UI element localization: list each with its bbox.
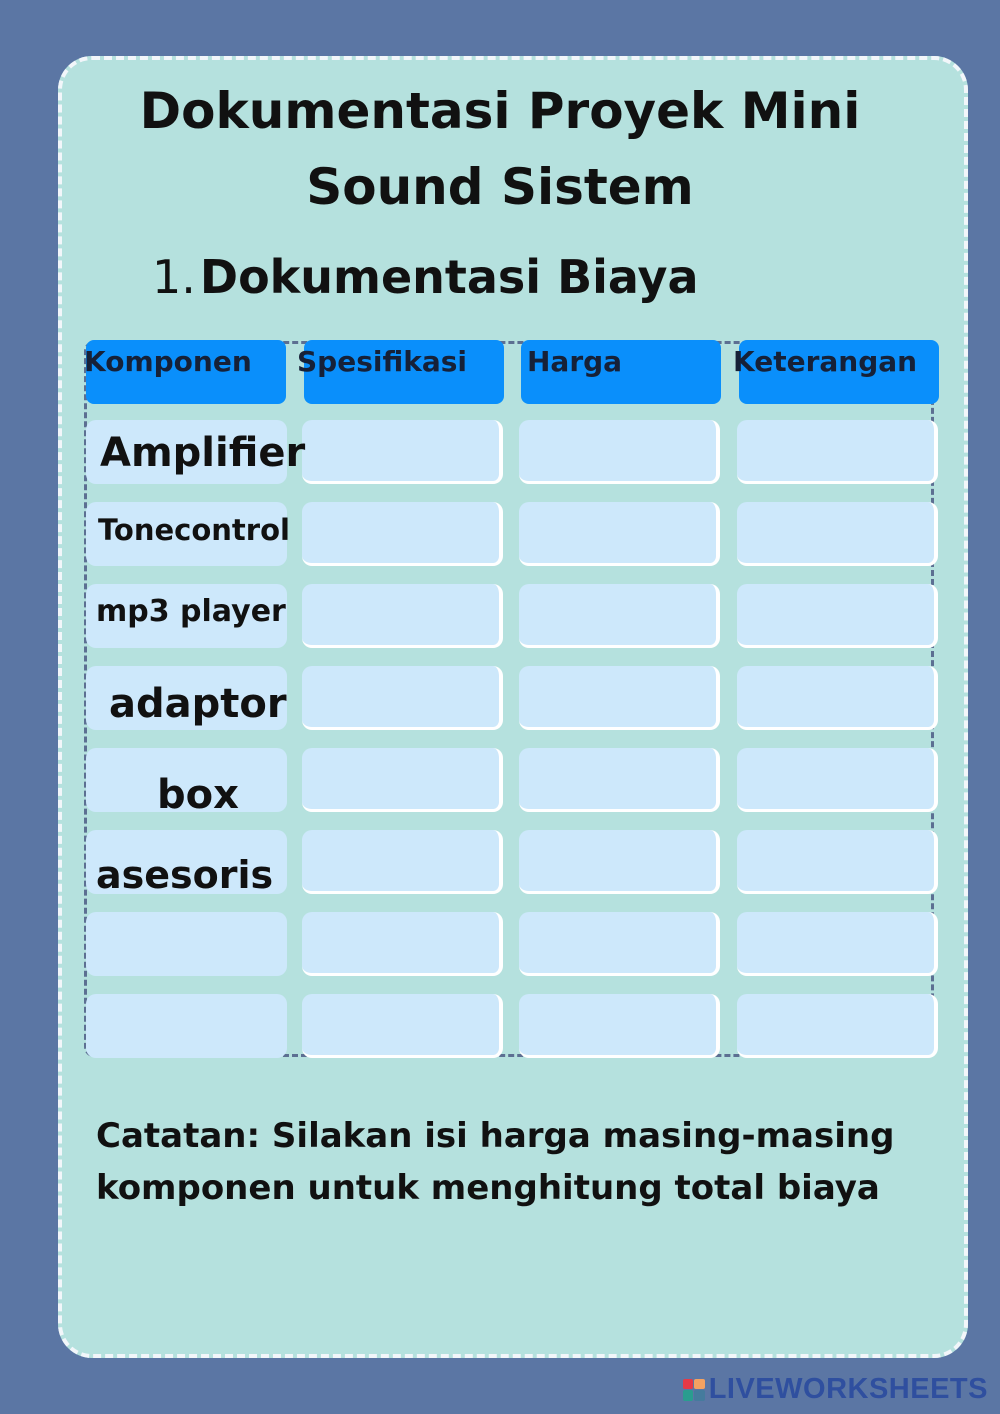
note-text — [96, 1110, 916, 1214]
header-label-spesifikasi: Spesifikasi — [297, 345, 467, 378]
input-cell-spesifikasi[interactable] — [302, 830, 503, 894]
input-cell-spesifikasi[interactable] — [302, 420, 503, 484]
note-line-2: komponen untuk menghitung total biaya — [96, 1168, 880, 1208]
row-label-asesoris: asesoris — [96, 853, 274, 897]
row-label-box: box — [157, 772, 239, 818]
input-cell-harga[interactable] — [519, 420, 720, 484]
table-cell-komponen — [86, 994, 287, 1058]
row-label-amplifier: Amplifier — [100, 430, 306, 476]
input-cell-harga[interactable] — [519, 666, 720, 730]
input-cell-harga[interactable] — [519, 748, 720, 812]
page-title-line-1: Dokumentasi Proyek Mini — [139, 82, 861, 140]
brand-name: LIVEWORKSHEETS — [708, 1373, 988, 1405]
logo-square-blue — [694, 1390, 705, 1401]
logo-square-orange — [694, 1379, 705, 1390]
input-cell-harga[interactable] — [519, 502, 720, 566]
header-label-keterangan: Keterangan — [733, 345, 918, 378]
input-cell-harga[interactable] — [519, 912, 720, 976]
note-line-1: Catatan: Silakan isi harga masing-masing — [96, 1116, 895, 1156]
header-label-komponen: Komponen — [84, 345, 252, 378]
input-cell-spesifikasi[interactable] — [302, 994, 503, 1058]
header-label-harga: Harga — [527, 345, 623, 378]
logo-square-teal — [683, 1390, 694, 1401]
input-cell-keterangan[interactable] — [737, 994, 938, 1058]
logo-square-red — [683, 1379, 694, 1390]
liveworksheets-brand[interactable] — [683, 1373, 988, 1406]
page-title-line-2: Sound Sistem — [306, 158, 694, 216]
input-cell-spesifikasi[interactable] — [302, 666, 503, 730]
input-cell-keterangan[interactable] — [737, 830, 938, 894]
input-cell-harga[interactable] — [519, 830, 720, 894]
input-cell-spesifikasi[interactable] — [302, 748, 503, 812]
table-cell-komponen — [86, 912, 287, 976]
input-cell-keterangan[interactable] — [737, 502, 938, 566]
input-cell-keterangan[interactable] — [737, 666, 938, 730]
input-cell-harga[interactable] — [519, 584, 720, 648]
input-cell-keterangan[interactable] — [737, 584, 938, 648]
input-cell-keterangan[interactable] — [737, 420, 938, 484]
input-cell-harga[interactable] — [519, 994, 720, 1058]
input-cell-spesifikasi[interactable] — [302, 912, 503, 976]
section-title: Dokumentasi Biaya — [199, 250, 699, 304]
input-cell-spesifikasi[interactable] — [302, 502, 503, 566]
row-label-mp3-player: mp3 player — [96, 594, 286, 629]
input-cell-spesifikasi[interactable] — [302, 584, 503, 648]
row-label-adaptor: adaptor — [109, 681, 287, 727]
liveworksheets-logo-icon — [683, 1379, 705, 1401]
input-cell-keterangan[interactable] — [737, 748, 938, 812]
section-heading — [152, 250, 699, 304]
row-label-tonecontrol: Tonecontrol — [98, 513, 290, 547]
section-number: 1. — [152, 250, 196, 304]
input-cell-keterangan[interactable] — [737, 912, 938, 976]
